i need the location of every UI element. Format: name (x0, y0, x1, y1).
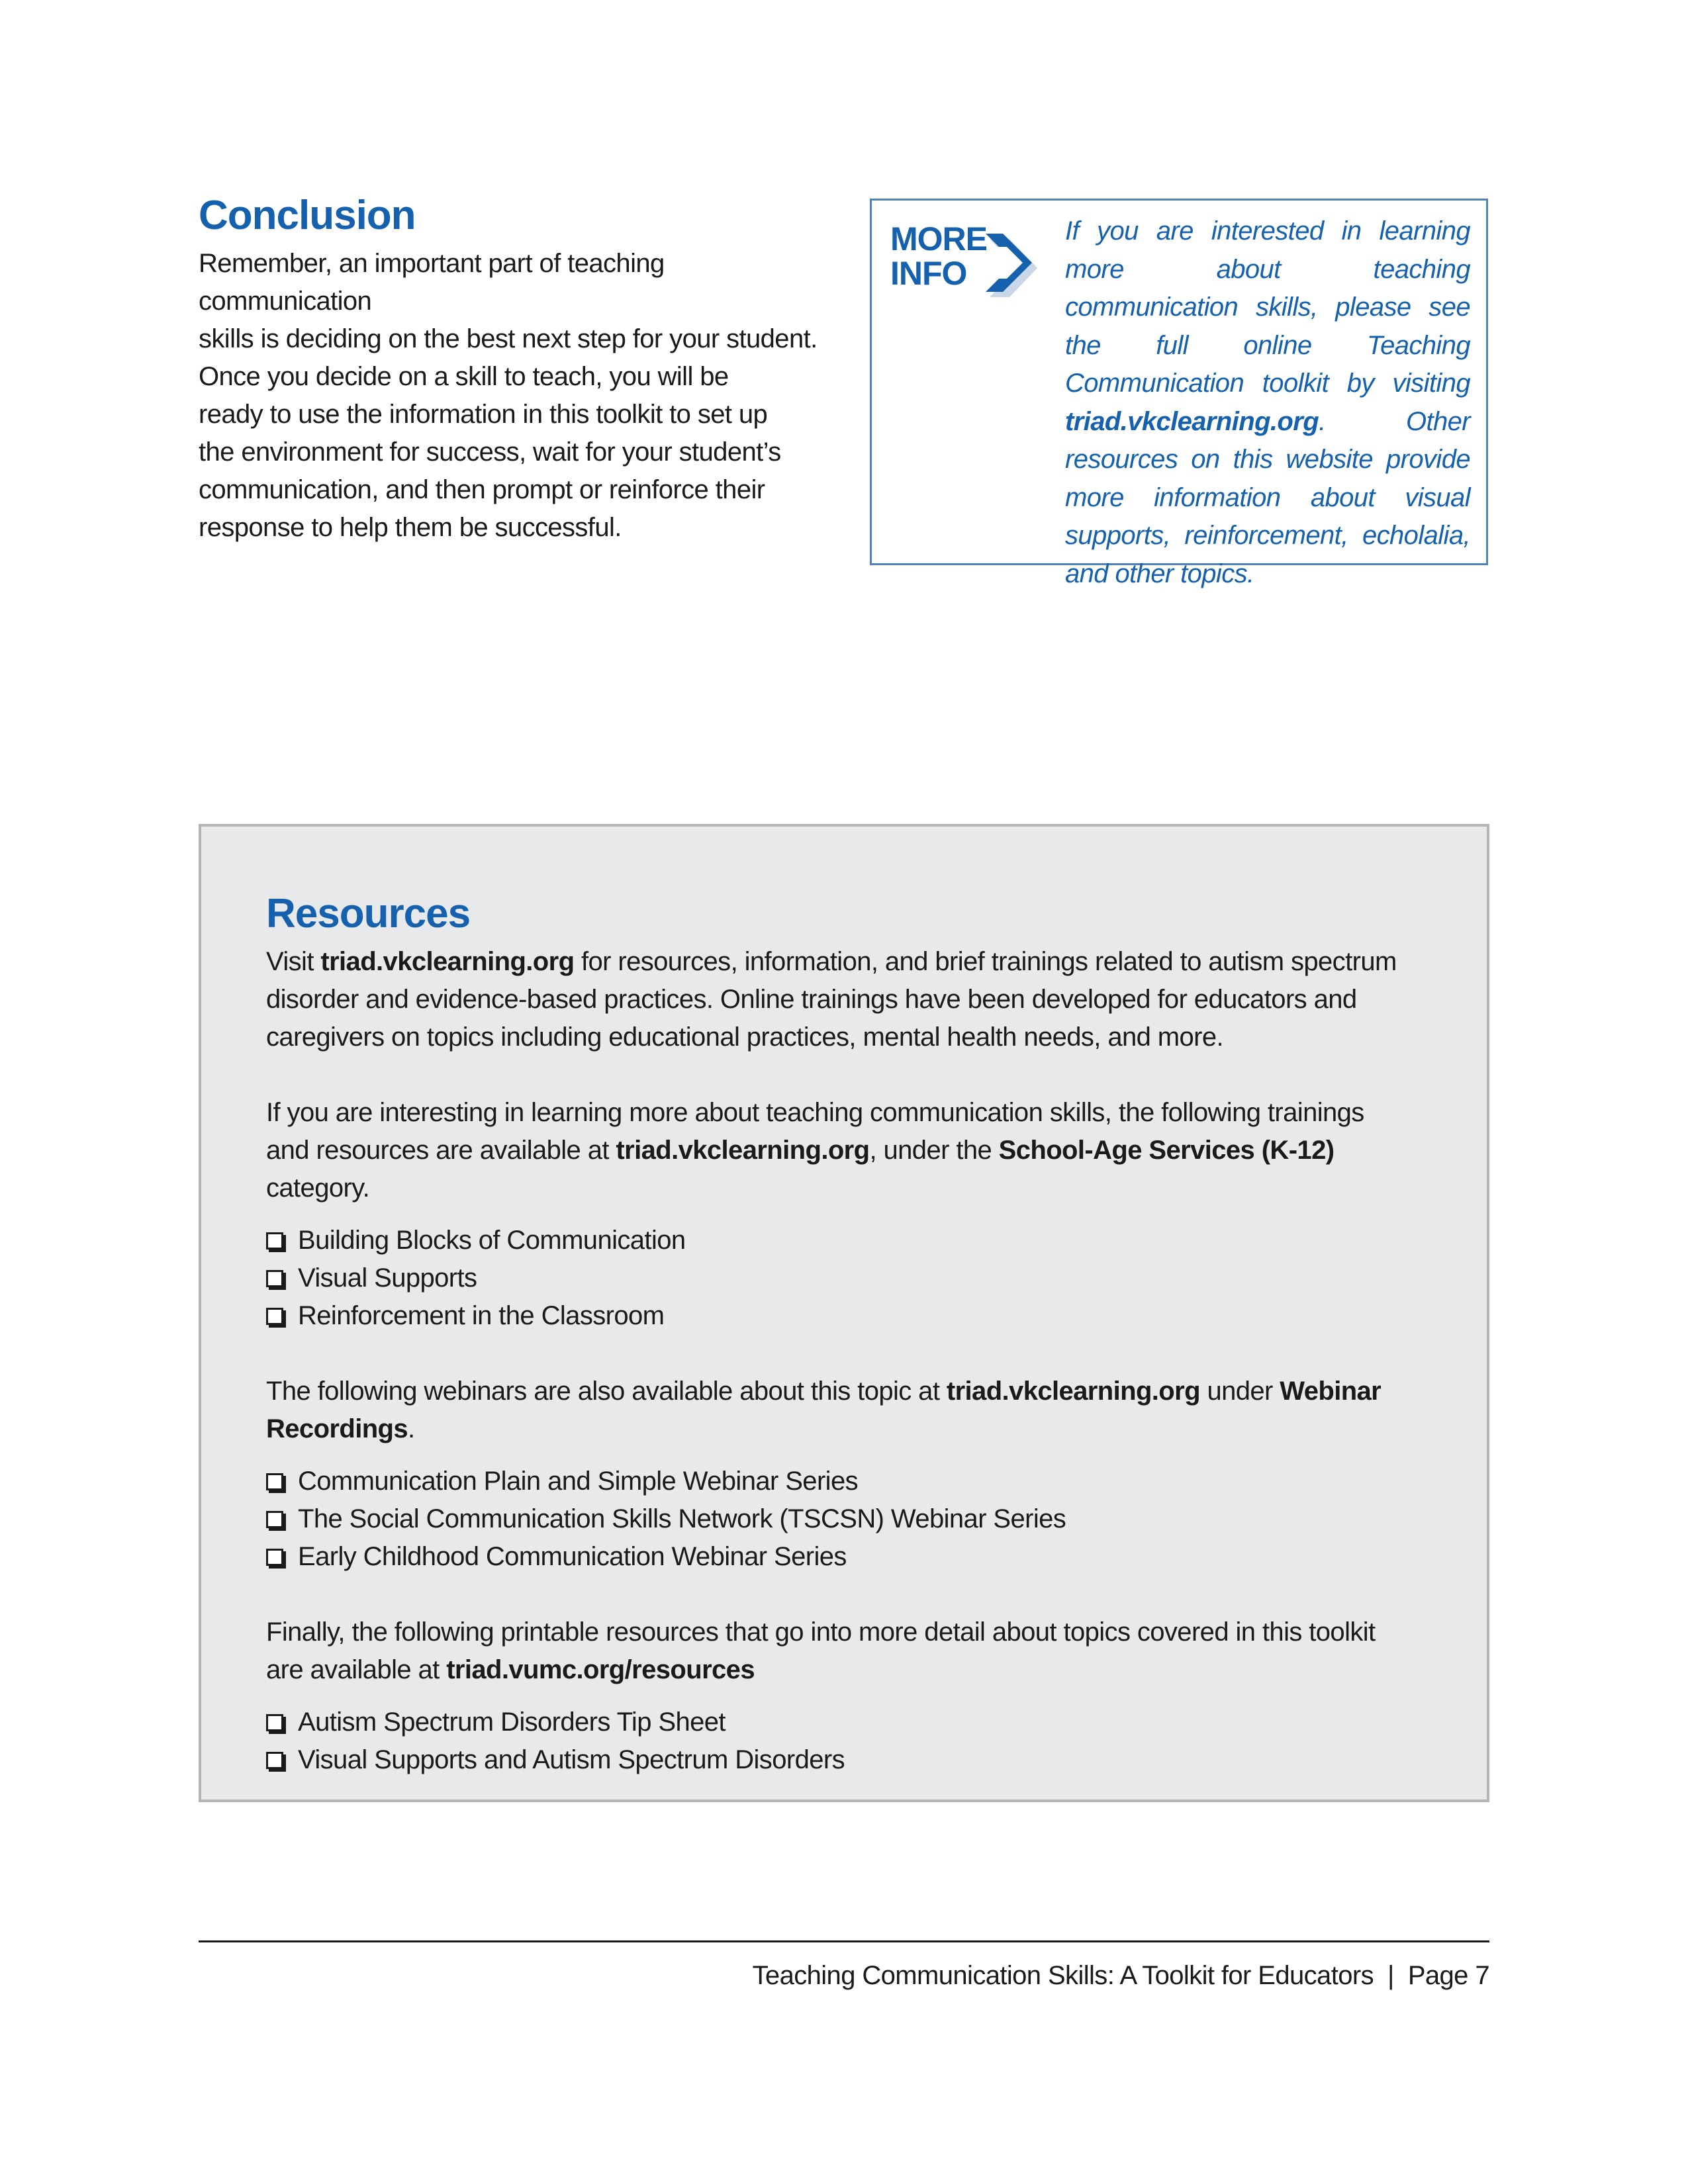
more-info-text (1065, 212, 1470, 593)
list-item (266, 1500, 1405, 1538)
text-fragment: under (1199, 1377, 1280, 1406)
list-item (266, 1538, 1405, 1576)
list-item (266, 1259, 1405, 1297)
resources-box (199, 824, 1489, 1802)
list-item (266, 1297, 1405, 1335)
list-item-label: Visual Supports (298, 1263, 477, 1293)
resources-paragraph (266, 1094, 1405, 1207)
conclusion-line: the environment for success, wait for your student’s (199, 437, 781, 467)
list-item-label: Early Childhood Communication Webinar Series (298, 1542, 847, 1571)
page-footer: Teaching Communication Skills: A Toolkit for Educators | Page 7 (752, 1961, 1489, 1990)
double-chevron-right-icon (983, 230, 1043, 302)
webinars-list (266, 1463, 1405, 1576)
category-name: Webinar Recordings (266, 1377, 1382, 1443)
conclusion-line: Remember, an important part of teaching communication (199, 249, 665, 316)
text-fragment: Finally, the following printable resources that go into more detail about topics covered in this toolkit are available at (266, 1617, 1376, 1684)
conclusion-line: communication, and then prompt or reinforce their (199, 475, 765, 504)
text-fragment: . (408, 1414, 415, 1443)
resources-paragraph (266, 943, 1405, 1056)
text-fragment: for resources, information, and brief trainings related to autism spectrum disorder and evidence-based practices. Online trainings have been developed for educators and caregivers on topics including educational practices, mental health needs, and more. (266, 947, 1397, 1052)
more-info-text-start: If you are interested in learning more about teaching communication skills, please see the full online Teaching Communication toolkit by visiting (1065, 216, 1470, 398)
list-item-label: Autism Spectrum Disorders Tip Sheet (298, 1707, 726, 1737)
conclusion-section (199, 192, 834, 547)
checkbox-icon (266, 1270, 283, 1287)
checkbox-icon (266, 1752, 283, 1769)
list-item-label: Communication Plain and Simple Webinar Series (298, 1467, 859, 1496)
more-label: MORE (890, 220, 987, 257)
more-info-label (890, 222, 987, 291)
list-item-label: Building Blocks of Communication (298, 1226, 686, 1255)
resource-link[interactable]: triad.vkclearning.org (320, 947, 575, 976)
text-fragment: , under the (869, 1136, 999, 1165)
checkbox-icon (266, 1473, 283, 1490)
trainings-list (266, 1222, 1405, 1335)
resource-link[interactable]: triad.vumc.org/resources (446, 1655, 755, 1684)
more-info-text-end: . Other resources on this website provide more information about visual supports, reinforcement, echolalia, and other topics. (1065, 406, 1470, 588)
resources-title: Resources (266, 891, 471, 936)
category-name: School-Age Services (K-12) (998, 1136, 1335, 1165)
list-item (266, 1463, 1405, 1500)
resources-paragraph (266, 1614, 1405, 1689)
more-info-callout (870, 199, 1488, 588)
more-info-badge (890, 222, 1049, 314)
list-item (266, 1222, 1405, 1259)
conclusion-line: ready to use the information in this toolkit to set up (199, 400, 768, 429)
checkbox-icon (266, 1232, 283, 1250)
resource-link[interactable]: triad.vkclearning.org (946, 1377, 1200, 1406)
list-item (266, 1704, 1405, 1741)
list-item (266, 1741, 1405, 1779)
list-item-label: The Social Communication Skills Network (TSCSN) Webinar Series (298, 1504, 1066, 1533)
printables-list (266, 1704, 1405, 1779)
list-item-label: Visual Supports and Autism Spectrum Disorders (298, 1745, 845, 1774)
checkbox-icon (266, 1714, 283, 1731)
footer-divider (199, 1940, 1489, 1942)
list-item-label: Reinforcement in the Classroom (298, 1301, 665, 1330)
conclusion-title: Conclusion (199, 193, 416, 238)
conclusion-line: Once you decide on a skill to teach, you will be (199, 362, 729, 391)
conclusion-line: response to help them be successful. (199, 513, 622, 542)
resource-link[interactable]: triad.vkclearning.org (616, 1136, 870, 1165)
checkbox-icon (266, 1549, 283, 1566)
resources-paragraph (266, 1373, 1405, 1448)
conclusion-line: skills is deciding on the best next step for your student. (199, 324, 818, 353)
text-fragment: category. (266, 1173, 370, 1203)
more-info-link[interactable]: triad.vkclearning.org (1065, 406, 1319, 436)
checkbox-icon (266, 1511, 283, 1528)
text-fragment: The following webinars are also available about this topic at (266, 1377, 947, 1406)
text-fragment: Visit (266, 947, 321, 976)
conclusion-body (199, 245, 834, 547)
text-fragment: If you are interesting in learning more about teaching communication skills, the following trainings and resources are available at (266, 1098, 1364, 1165)
info-label: INFO (890, 255, 967, 292)
checkbox-icon (266, 1308, 283, 1325)
